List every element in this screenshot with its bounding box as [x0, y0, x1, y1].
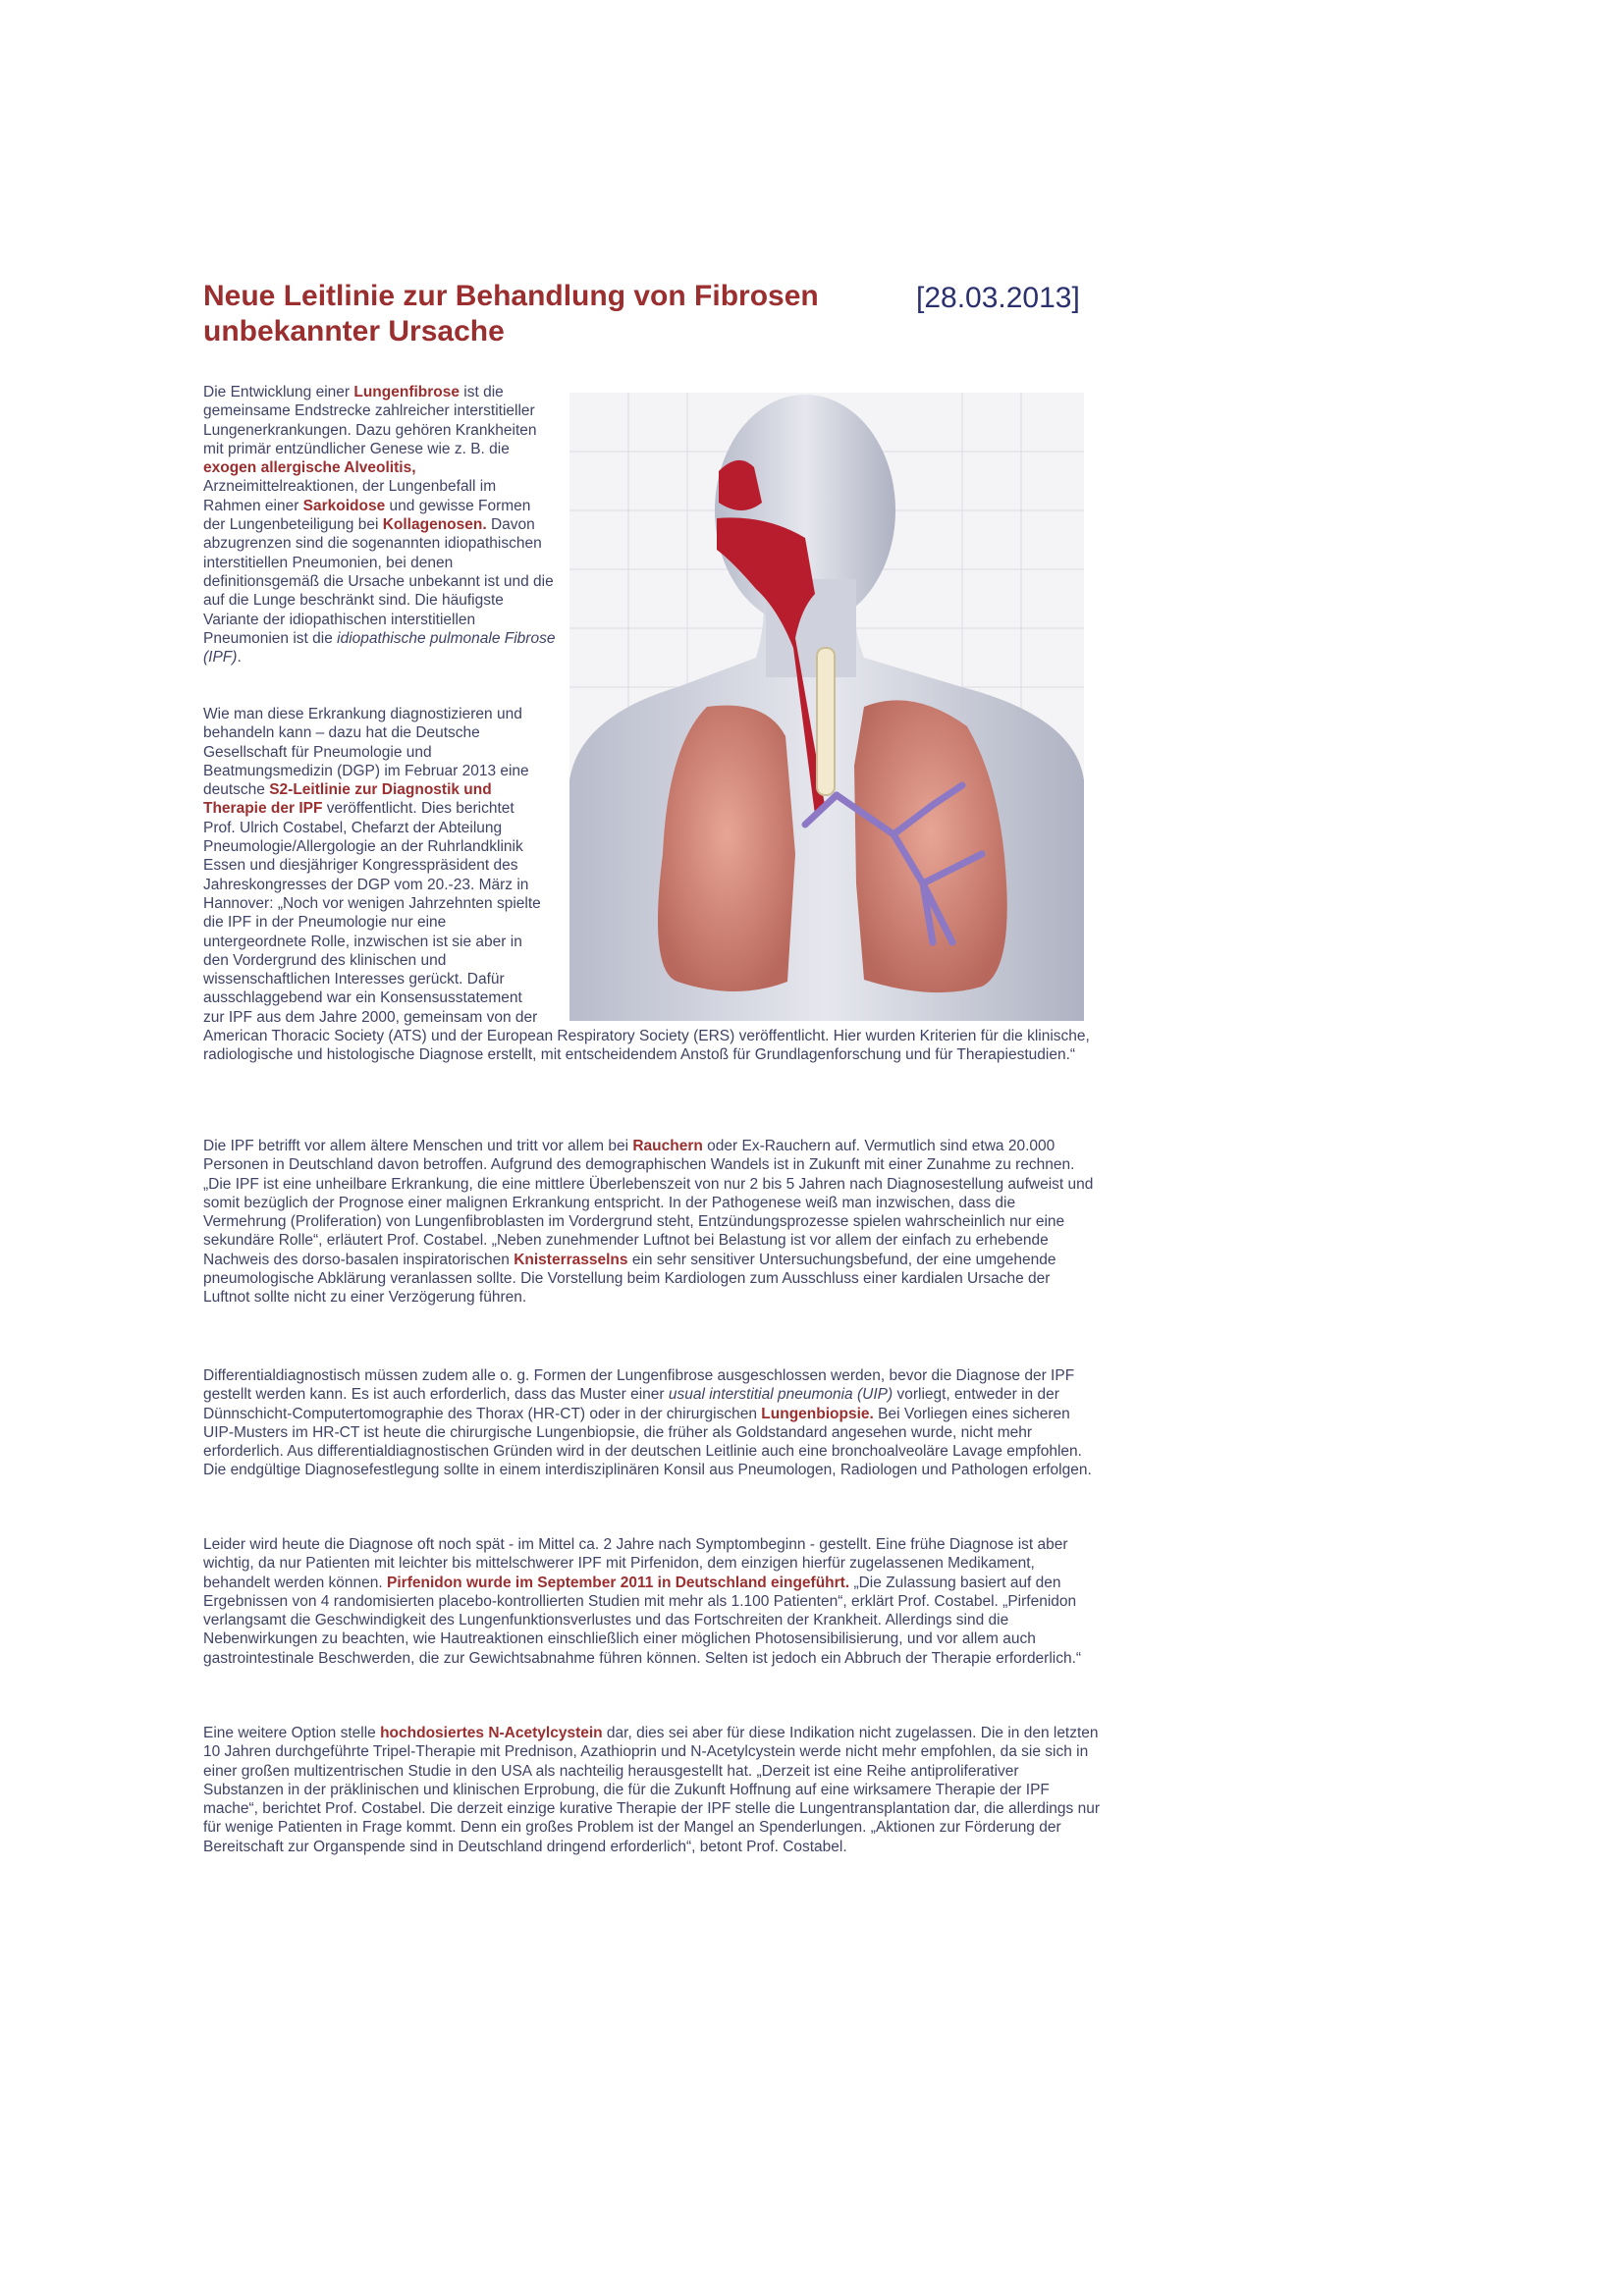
highlighted-term: Lungenfibrose	[353, 384, 460, 400]
text-run: Leider wird heute die Diagnose oft noch spät - im Mittel ca. 2 Jahre nach Symptombeginn - gestellt. Eine frühe Diagnose ist aber wichtig, da nur Patienten mit leichter bis mittelschwerer IPF mit Pirfenidon, dem einzigen hierfür zugelassenen Medikament, behandelt werden können.	[203, 1536, 1068, 1591]
text-run: Wie man diese Erkrankung diagnostizieren und behandeln kann – dazu hat die Deutsche Gesellschaft für Pneumologie und Beatmungsmedizin (DGP) im Februar 2013 eine deutsche	[203, 706, 529, 799]
text-run: ist die gemeinsame Endstrecke zahlreicher interstitieller Lungenerkrankungen. Dazu gehören Krankheiten mit primär entzündlicher Genese wie z. B. die	[203, 384, 537, 457]
article-date: [28.03.2013]	[916, 282, 1080, 314]
paragraph-intro	[203, 383, 557, 667]
highlighted-term: Kollagenosen.	[382, 516, 487, 534]
paragraph-epidemiology	[203, 1137, 1101, 1308]
italic-term: usual interstitial pneumonia (UIP)	[668, 1386, 893, 1404]
text-run: Davon abzugrenzen sind die sogenannten idiopathischen interstitiellen Pneumonien, bei denen definitionsgemäß die Ursache unbekannt ist und die auf die Lunge beschränkt sind. Die häufigste Variante der idiopathischen interstitiellen Pneumonien ist die	[203, 516, 554, 647]
text-run: Die Entwicklung einer	[203, 384, 354, 400]
highlighted-term: Knisterrasselns	[514, 1251, 628, 1268]
paragraph-pirfenidone	[203, 1535, 1101, 1668]
highlighted-term: Lungenbiopsie.	[761, 1405, 874, 1422]
text-run: oder Ex-Rauchern auf. Vermutlich sind etwa 20.000 Personen in Deutschland davon betroffen. Aufgrund des demographischen Wandels ist in Zukunft mit einer Zunahme zu rechnen. „Die IPF ist eine unheilbare Erkrankung, die eine mittlere Überlebenszeit von nur 2 bis 5 Jahren nach Diagnosestellung aufweist und somit bezüglich der Prognose einer malignen Erkrankung entspricht. In der Pathogenese weiß man inzwischen, dass die Vermehrung (Proliferation) von Lungenfibroblasten im Vordergrund steht, Entzündungsprozesse spielen wahrscheinlich nur eine sekundäre Rolle“, erläutert Prof. Costabel. „Neben zunehmender Luftnot bei Belastung ist vor allem der einfach zu erhebende Nachweis des dorso-basalen inspiratorischen	[203, 1138, 1094, 1268]
paragraph-differential-diagnosis	[203, 1366, 1101, 1480]
figure-spacer	[546, 705, 1101, 1019]
text-run: Eine weitere Option stelle	[203, 1725, 381, 1741]
highlighted-term: hochdosiertes N-Acetylcystein	[380, 1725, 603, 1741]
article-title: Neue Leitlinie zur Behandlung von Fibrosen unbekannter Ursache	[203, 280, 819, 347]
text-run: vorliegt, entweder in der Dünnschicht-Computertomographie des Thorax (HR-CT) oder in der chirurgischen	[203, 1386, 1059, 1422]
highlighted-term: S2-Leitlinie zur Diagnostik und Therapie der IPF	[203, 781, 492, 818]
text-run: Bei Vorliegen eines sicheren UIP-Musters im HR-CT ist heute die chirurgische Lungenbiopsie, die früher als Goldstandard angesehen wurde, nicht mehr erforderlich. Aus differentialdiagnostischen Gründen wird in der deutschen Leitlinie auch eine bronchoalveoläre Lavage empfohlen. Die endgültige Diagnosefestlegung sollte in einem interdisziplinären Konsil aus Pneumologen, Radiologen und Pathologen erfolgen.	[203, 1405, 1092, 1479]
text-run: veröffentlicht. Dies berichtet Prof. Ulrich Costabel, Chefarzt der Abteilung Pneumologie/Allergologie an der Ruhrlandklinik Essen und diesjähriger Kongresspräsident des Jahreskongresses der DGP vom 20.-23. März in Hannover: „Noch vor wenigen Jahrzehnten spielte die IPF in der Pneumologie nur eine untergeordnete Rolle, inzwischen ist sie aber in den Vordergrund des klinischen und wissenschaftlichen Interesses gerückt. Dafür ausschlaggebend war ein Konsensusstatement zur IPF aus dem Jahre 2000, gemeinsam von der American Thoracic Society (ATS) und der European Respiratory Society (ERS) veröffentlicht. Hier wurden Kriterien für die klinische, radiologische und histologische Diagnose erstellt, mit entscheidendem Anstoß für Grundlagenforschung und für Therapiestudien.“	[203, 800, 1090, 1064]
text-run: Die IPF betrifft vor allem ältere Menschen und tritt vor allem bei	[203, 1138, 633, 1154]
highlighted-term: Rauchern	[632, 1138, 703, 1154]
italic-term: idiopathische pulmonale Fibrose (IPF)	[203, 629, 556, 667]
text-run: „Die Zulassung basiert auf den Ergebnissen von 4 randomisierten placebo-kontrollierten Studien mit mehr als 1.100 Patienten“, erklärt Prof. Costabel. „Pirfenidon verlangsamt die Geschwindigkeit des Lungenfunktionsverlustes und das Fortschreiten der Krankheit. Allerdings sind die Nebenwirkungen zu beachten, wie Hautreaktionen einschließlich einer möglichen Photosensibilisierung, und vor allem auch gastrointestinale Beschwerden, die zur Gewichtsabnahme führen können. Selten ist jedoch ein Abbruch der Therapie erforderlich.“	[203, 1574, 1082, 1667]
highlighted-term: exogen allergische Alveolitis,	[203, 459, 416, 477]
text-run: .	[237, 649, 242, 667]
text-run: dar, dies sei aber für diese Indikation nicht zugelassen. Die in den letzten 10 Jahren durchgeführte Tripel-Therapie mit Prednison, Azathioprin und N-Acetylcystein werde nicht mehr empfohlen, da sie sich in einer großen multizentrischen Studie in den USA als nachteilig herausgestellt hat. „Derzeit ist eine Reihe antiproliferativer Substanzen in der präklinischen und klinischen Erprobung, die für die Zukunft Hoffnung auf eine wirksamere Therapie der IPF mache“, berichtet Prof. Costabel. Die derzeit einzige kurative Therapie der IPF stelle die Lungentransplantation dar, die allerdings nur für wenige Patienten in Frage kommt. Denn ein großes Problem ist der Mangel an Spenderlungen. „Aktionen zur Förderung der Bereitschaft zur Organspende sind in Deutschland dringend erforderlich“, betont Prof. Costabel.	[203, 1725, 1101, 1855]
highlighted-term: Pirfenidon wurde im September 2011 in Deutschland eingeführt.	[387, 1574, 850, 1591]
paragraph-guideline-container	[203, 705, 1101, 1065]
highlighted-term: Sarkoidose	[302, 497, 386, 514]
paragraph-further-options	[203, 1724, 1101, 1856]
text-run: Arzneimittelreaktionen, der Lungenbefall im Rahmen einer	[203, 478, 497, 514]
text-run: und gewisse Formen der Lungenbeteiligung bei	[203, 497, 531, 534]
text-run: ein sehr sensitiver Untersuchungsbefund, der eine umgehende pneumologische Abklärung veranlassen sollte. Die Vorstellung beim Kardiologen zum Ausschluss einer kardialen Ursache der Luftnot sollte nicht zu einer Verzögerung führen.	[203, 1251, 1056, 1307]
text-run: Differentialdiagnostisch müssen zudem alle o. g. Formen der Lungenfibrose ausgeschlossen werden, bevor die Diagnose der IPF gestellt werden kann. Es ist auch erforderlich, dass das Muster einer	[203, 1367, 1075, 1404]
